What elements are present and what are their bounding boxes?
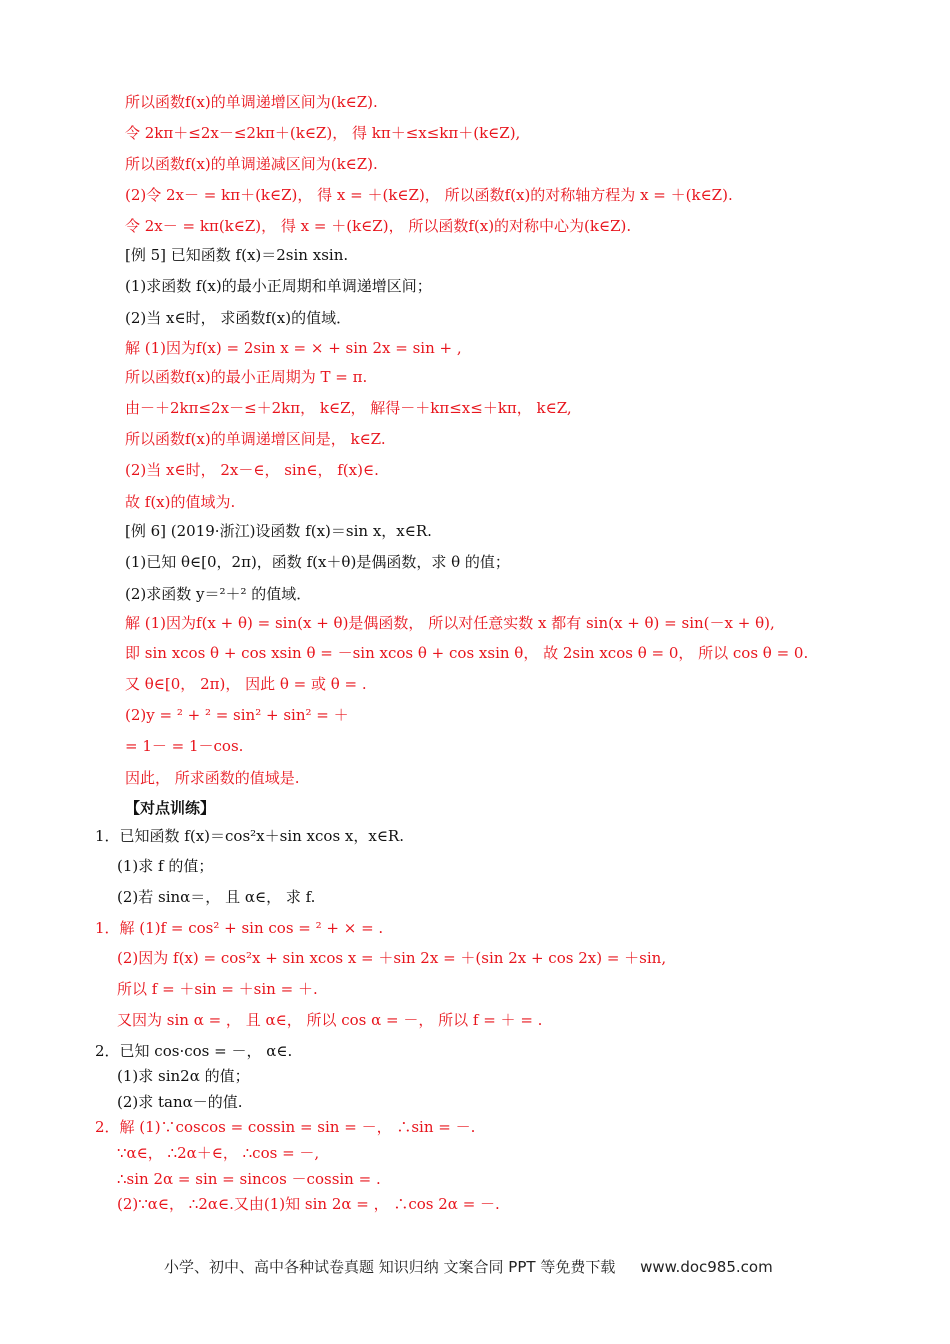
text-line: (2)令 2x－ = kπ＋(k∈Z)， 得 x = ＋(k∈Z)， 所以函数f(x)的对称轴方程为 x = ＋(k∈Z). — [125, 186, 733, 204]
text-line: ∴sin 2α = sin = sincos －cossin = . — [117, 1170, 381, 1188]
example-heading: [例 5] 已知函数 f(x)＝2sin xsin. — [125, 246, 349, 264]
exercise-line: (2)若 sinα＝， 且 α∈， 求 f. — [117, 888, 316, 906]
exercise-line: 1．已知函数 f(x)＝cos²x＋sin xcos x，x∈R. — [95, 827, 404, 845]
solution-line: 1．解 (1)f = cos² + sin cos = ² + × = . — [95, 919, 384, 937]
text-line: = 1－ = 1－cos. — [125, 737, 244, 755]
text-line: 又 θ∈[0， 2π)， 因此 θ = 或 θ = . — [125, 675, 367, 693]
text-line: 令 2x－ = kπ(k∈Z)， 得 x = ＋(k∈Z)， 所以函数f(x)的对称中心为(k∈Z). — [125, 217, 632, 235]
text-line: 因此， 所求函数的值域是. — [125, 769, 300, 787]
solution-line: 解 (1)因为f(x) = 2sin x = × + sin 2x = sin + , — [125, 339, 462, 357]
footer-text: 小学、初中、高中各种试卷真题 知识归纳 文案合同 PPT 等免费下载 — [164, 1258, 616, 1276]
exercise-line: (2)求 tanα－的值. — [117, 1093, 243, 1111]
text-line: 又因为 sin α = ， 且 α∈， 所以 cos α = －， 所以 f = ＋ = . — [117, 1011, 543, 1029]
text-line: (2)y = ² + ² = sin² + sin² = ＋ — [125, 706, 349, 724]
text-line: 所以函数f(x)的最小正周期为 T = π. — [125, 368, 368, 386]
text-line: (2)∵α∈， ∴2α∈.又由(1)知 sin 2α = ， ∴cos 2α = －. — [117, 1195, 500, 1213]
text-line: 令 2kπ＋≤2x－≤2kπ＋(k∈Z)， 得 kπ＋≤x≤kπ＋(k∈Z), — [125, 124, 521, 142]
footer-link[interactable]: www.doc985.com — [640, 1258, 773, 1276]
solution-line: 2．解 (1)∵coscos = cossin = sin = －， ∴sin = －. — [95, 1118, 476, 1136]
section-heading: 【对点训练】 — [125, 799, 216, 817]
text-line: (2)因为 f(x) = cos²x + sin xcos x = ＋sin 2x = ＋(sin 2x + cos 2x) = ＋sin, — [117, 949, 667, 967]
text-line: 所以函数f(x)的单调递增区间为(k∈Z). — [125, 93, 378, 111]
exercise-line: 2．已知 cos·cos = －， α∈. — [95, 1042, 293, 1060]
text-line: 所以 f = ＋sin = ＋sin = ＋. — [117, 980, 318, 998]
question-line: (2)当 x∈时， 求函数f(x)的值域． — [125, 309, 352, 327]
exercise-line: (1)求 sin2α 的值； — [117, 1067, 250, 1085]
text-line: 故 f(x)的值域为. — [125, 493, 236, 511]
question-line: (1)已知 θ∈[0，2π)，函数 f(x＋θ)是偶函数，求 θ 的值； — [125, 553, 510, 571]
example-heading: [例 6] (2019·浙江)设函数 f(x)＝sin x，x∈R. — [125, 522, 432, 540]
question-line: (1)求函数 f(x)的最小正周期和单调递增区间； — [125, 277, 432, 295]
text-line: 即 sin xcos θ + cos xsin θ = －sin xcos θ + cos xsin θ， 故 2sin xcos θ = 0， 所以 cos θ = 0. — [125, 644, 809, 662]
text-line: ∵α∈， ∴2α＋∈， ∴cos = －, — [117, 1144, 320, 1162]
text-line: 所以函数f(x)的单调递增区间是， k∈Z. — [125, 430, 386, 448]
exercise-line: (1)求 f 的值； — [117, 857, 214, 875]
text-line: (2)当 x∈时， 2x－∈， sin∈， f(x)∈. — [125, 461, 379, 479]
text-line: 由－＋2kπ≤2x－≤＋2kπ， k∈Z， 解得－＋kπ≤x≤＋kπ， k∈Z, — [125, 399, 572, 417]
page-footer — [164, 1256, 773, 1277]
text-line: 所以函数f(x)的单调递减区间为(k∈Z). — [125, 155, 378, 173]
question-line: (2)求函数 y＝²＋² 的值域． — [125, 585, 312, 603]
solution-line: 解 (1)因为f(x + θ) = sin(x + θ)是偶函数， 所以对任意实数 x 都有 sin(x + θ) = sin(－x + θ), — [125, 614, 775, 632]
